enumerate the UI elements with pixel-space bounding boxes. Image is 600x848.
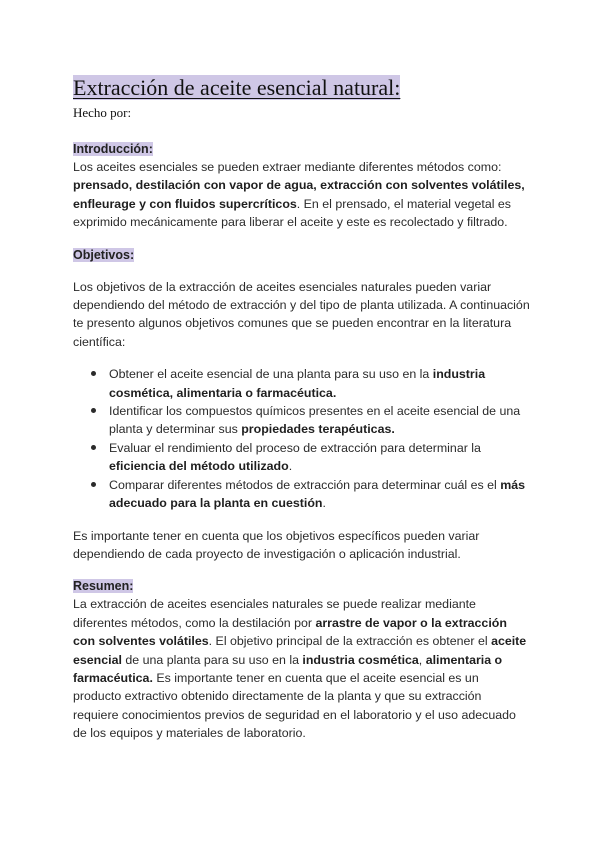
item-bold: industria cosmética, alimentaria o farmacéutica. [109, 367, 486, 400]
author-label: Hecho por: [73, 105, 132, 120]
summary-text-1: La extracción de aceites esenciales naturales se puede realizar mediante diferentes métodos, como la destilación por [73, 597, 476, 630]
summary-bold-1: arrastre de vapor o la extracción con solventes volátiles [73, 615, 507, 649]
item-text: Evaluar el rendimiento del proceso de extracción para determinar la [109, 440, 481, 455]
item-bold: más adecuado para la planta en cuestión [109, 477, 526, 511]
summary-heading [73, 577, 530, 595]
bullet-icon [91, 371, 96, 376]
summary-bold-2: aceite esencial [73, 634, 527, 667]
objectives-list [73, 365, 530, 512]
summary-bold-4: alimentaria o farmacéutica. [73, 652, 503, 685]
bullet-icon [91, 482, 96, 487]
title-text: Extracción de aceite esencial natural: [73, 75, 401, 100]
objectives-closing: Es importante tener en cuenta que los objetivos específicos pueden variar dependiendo de cada proyecto de investigación o aplicación industrial. [73, 528, 480, 561]
item-text: Comparar diferentes métodos de extracción para determinar cuál es el [109, 477, 501, 492]
summary-text-5: Es importante tener en cuenta que el aceite esencial es un producto extractivo obtenido directamente de la planta y que su extracción requiere conocimientos previos de seguridad en el laboratorio y el uso adecuado de los equipos y materiales de laboratorio. [73, 670, 516, 741]
list-item [109, 402, 530, 439]
item-text: Obtener el aceite esencial de una planta para su uso en la [109, 367, 433, 382]
item-text: Identificar los compuestos químicos presentes en el aceite esencial de una planta y determinar sus [109, 404, 521, 437]
item-bold: propiedades terapéuticas. [241, 422, 395, 437]
bullet-icon [91, 445, 96, 450]
list-item [109, 439, 530, 476]
summary-paragraph [73, 595, 530, 742]
summary-text-4: , [418, 652, 426, 667]
intro-bold-1: prensado, destilación con vapor de agua, extracción con solventes volátiles, enfleurage y con fluidos supercríticos [73, 178, 525, 211]
objectives-heading [73, 246, 530, 264]
intro-text-1: Los aceites esenciales se pueden extraer mediante diferentes métodos como: [73, 160, 502, 174]
intro-heading-text: Introducción: [73, 142, 153, 156]
summary-text-3: de una planta para su uso en la [121, 652, 303, 667]
bullet-icon [91, 408, 96, 413]
list-item [109, 476, 530, 513]
summary-heading-text: Resumen: [73, 579, 134, 594]
document-title [73, 74, 530, 102]
intro-heading [73, 140, 530, 158]
item-bold: eficiencia del método utilizado [109, 459, 289, 474]
intro-paragraph [73, 158, 530, 232]
intro-text-2: . En el prensado, el material vegetal es exprimido mecánicamente para liberar el aceite y este es recolectado y filtrado. [73, 196, 511, 230]
summary-bold-3: industria cosmética [302, 652, 419, 667]
objectives-paragraph: Los objetivos de la extracción de aceites esenciales naturales pueden variar dependiendo del método de extracción y del tipo de planta utilizada. A continuación te presento algunos objetivos comunes que se pueden encontrar en la literatura científica: [73, 279, 530, 349]
summary-text-2: . El objetivo principal de la extracción es obtener el [208, 634, 492, 649]
objectives-heading-text: Objetivos: [73, 247, 135, 262]
item-text-end: . [288, 459, 293, 474]
item-text-end: . [322, 496, 326, 511]
list-item [109, 365, 530, 402]
